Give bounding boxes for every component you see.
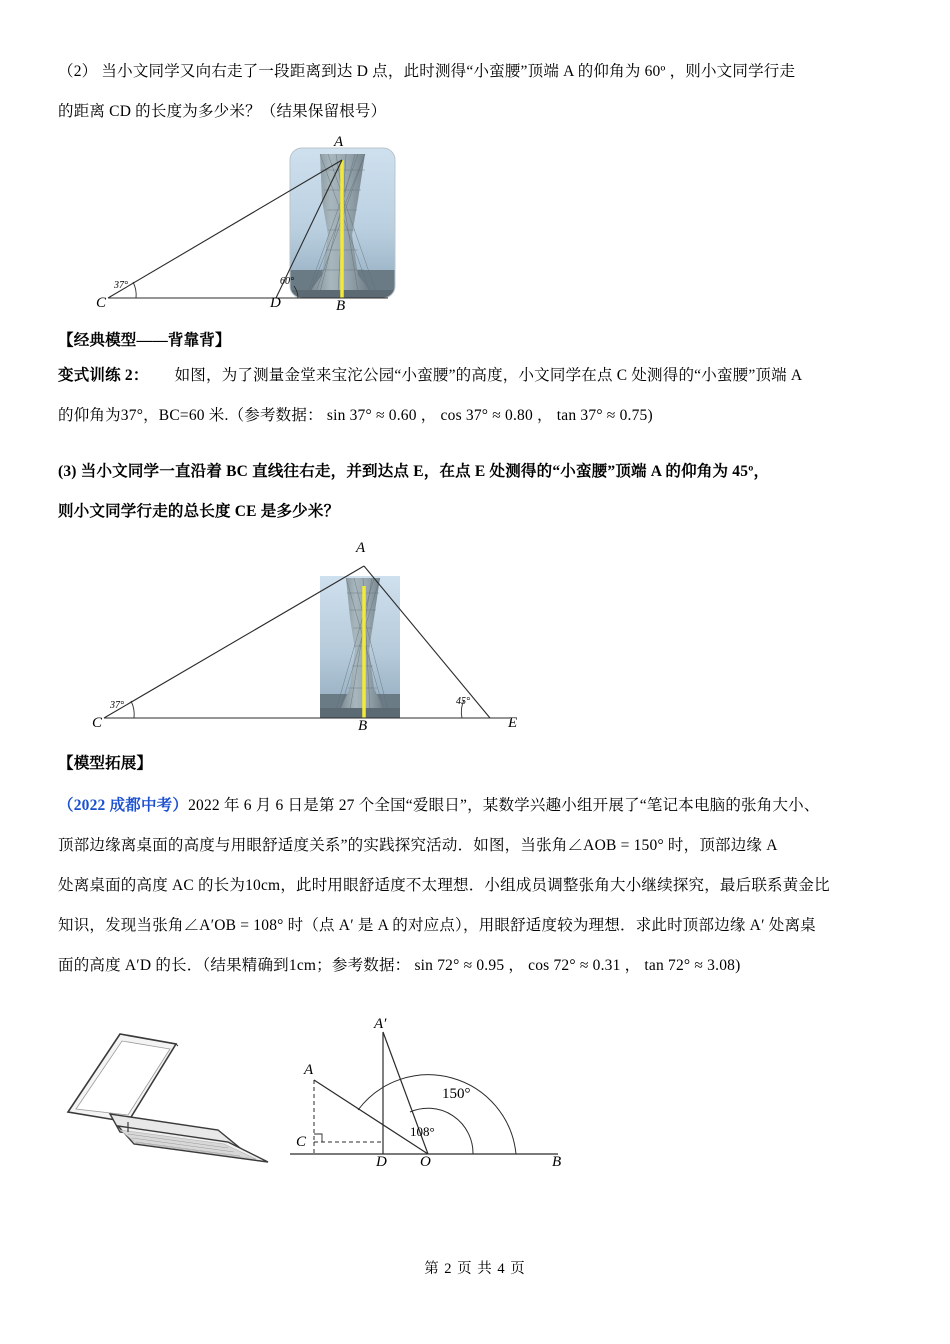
variant-label: 变式训练 2： — [58, 367, 149, 384]
figure-tower-1 — [58, 134, 896, 326]
paragraph-exam-line1 — [58, 786, 896, 826]
paragraph-question-2-line1 — [58, 52, 896, 92]
figure2-label-E: E — [508, 715, 518, 731]
figure3-angle-108: 108° — [410, 1124, 435, 1139]
figure1-angle-60: 60° — [280, 276, 294, 287]
question-2-line1-text: （2） 当小文同学又向右走了一段距离到达 D 点，此时测得“小蛮腰”顶端 A 的仰角为 60º ，则小文同学行走 — [58, 63, 796, 80]
figure3-label-C: C — [296, 1134, 307, 1150]
figure3-label-A: A — [304, 1062, 314, 1078]
model-extension-text: 【模型拓展】 — [58, 755, 153, 772]
paragraph-exam-line3 — [58, 866, 896, 906]
heading-classic-model — [58, 326, 896, 356]
figure1-angle-37: 37° — [114, 280, 128, 291]
heading-model-extension — [58, 748, 896, 780]
variant-line1-text: 如图，为了测量金堂来宝沱公园“小蛮腰”的高度，小文同学在点 C 处测得的“小蛮腰”顶端 A — [174, 367, 803, 384]
variant-line2-text: 的仰角为37°，BC=60 米.（参考数据： sin 37° ≈ 0.60 ， cos 37° ≈ 0.80 ， tan 37° ≈ 0.75) — [58, 407, 653, 424]
figure1-label-D: D — [270, 295, 281, 311]
exam-line5-text: 面的高度 A′D 的长．（结果精确到1cm；参考数据： sin 72° ≈ 0.95 ， cos 72° ≈ 0.31 ， tan 72° ≈ 3.08) — [58, 957, 741, 974]
figure2-angle-37: 37° — [110, 700, 124, 711]
page-content — [58, 52, 896, 1182]
figure3-label-D: D — [376, 1154, 387, 1170]
exam-line2-text: 顶部边缘离桌面的高度与用眼舒适度关系”的实践探究活动．如图，当张角∠AOB = 150° 时，顶部边缘 A — [58, 837, 778, 854]
exam-line1-text: 2022 年 6 月 6 日是第 27 个全国“爱眼日”，某数学兴趣小组开展了“笔记本电脑的张角大小、 — [188, 797, 820, 814]
paragraph-question-3-line1 — [58, 452, 896, 492]
laptop-illustration — [68, 1034, 268, 1162]
figure-tower-2 — [58, 540, 896, 748]
figure2-label-B: B — [358, 718, 368, 734]
question-3-line2-text: 则小文同学行走的总长度 CE 是多少米？ — [58, 503, 340, 520]
paragraph-exam-line4 — [58, 906, 896, 946]
classic-model-text: 【经典模型——背靠背】 — [58, 332, 231, 349]
page-number-text: 第 2 页 共 4 页 — [424, 1261, 526, 1277]
paragraph-question-2-line2 — [58, 92, 896, 132]
paragraph-exam-line2 — [58, 826, 896, 866]
figure3-label-B: B — [552, 1154, 562, 1170]
paragraph-exam-line5 — [58, 946, 896, 986]
exam-line4-text: 知识，发现当张角∠A′OB = 108° 时（点 A′ 是 A 的对应点），用眼舒适度较为理想．求此时顶部边缘 A′ 处离桌 — [58, 917, 816, 934]
paragraph-variant-line1 — [58, 356, 896, 396]
page-footer — [0, 1257, 950, 1278]
figure2-angle-45: 45° — [456, 696, 470, 707]
paragraph-question-3-line2 — [58, 492, 896, 532]
figure3-angle-150: 150° — [442, 1086, 471, 1102]
question-3-line1-text: (3) 当小文同学一直沿着 BC 直线往右走，并到达点 E，在点 E 处测得的“小蛮腰”顶端 A 的仰角为 45º， — [58, 463, 770, 480]
question-2-line2-text: 的距离 CD 的长度为多少米？（结果保留根号） — [58, 103, 387, 120]
figure2-label-C: C — [92, 715, 103, 731]
figure1-label-C: C — [96, 295, 107, 311]
paragraph-variant-line2 — [58, 396, 896, 436]
exam-source-label: （2022 成都中考） — [58, 797, 189, 814]
exam-line3-text: 处离桌面的高度 AC 的长为10cm，此时用眼舒适度不太理想．小组成员调整张角大小继续探究，最后联系黄金比 — [58, 877, 830, 894]
figure3-label-O: O — [420, 1154, 431, 1170]
figure1-label-A: A — [334, 134, 344, 150]
figure-laptop-angle — [58, 1002, 896, 1182]
figure1-label-B: B — [336, 298, 346, 314]
figure2-label-A: A — [356, 540, 366, 556]
figure3-label-A-prime: A′ — [374, 1016, 387, 1032]
